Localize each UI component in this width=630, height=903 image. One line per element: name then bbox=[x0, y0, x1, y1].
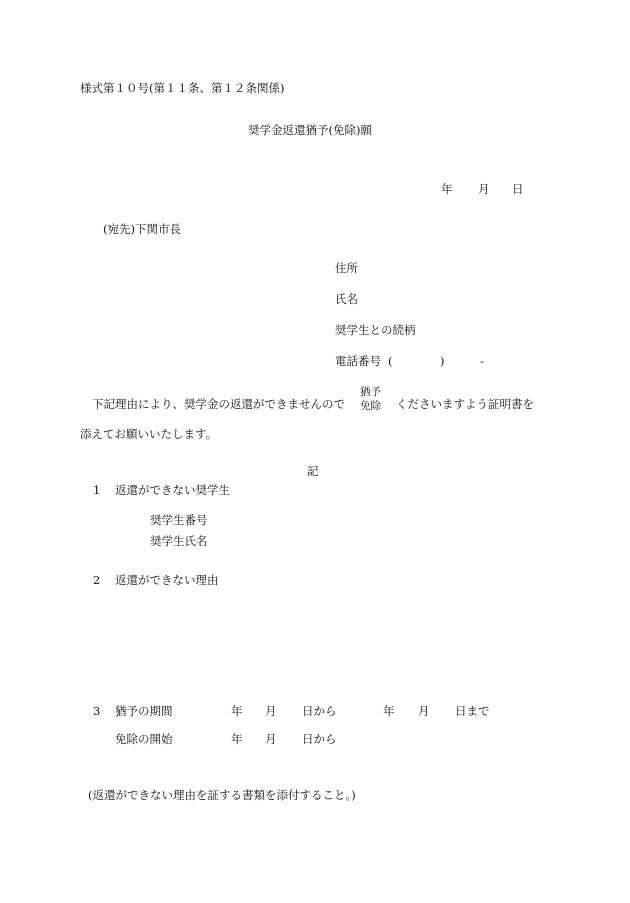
applicant-address-label: 住所 bbox=[335, 261, 358, 275]
date-month: 月 bbox=[478, 182, 490, 196]
deferral-period-label: 猶予の期間 bbox=[115, 704, 173, 718]
item1-number: 1 bbox=[93, 483, 101, 497]
applicant-relation-label: 奨学生との続柄 bbox=[335, 323, 416, 337]
form-number: 様式第１０号(第１１条、第１２条関係) bbox=[80, 81, 285, 95]
exemption-from-month: 月 bbox=[265, 732, 277, 746]
applicant-phone-label: 電話番号 bbox=[335, 354, 381, 368]
addressee: (宛先)下関市長 bbox=[103, 222, 181, 236]
deferral-to-year: 年 bbox=[383, 704, 395, 718]
student-name-label: 奨学生氏名 bbox=[150, 534, 208, 548]
student-number-label: 奨学生番号 bbox=[150, 513, 208, 527]
exemption-start-label: 免除の開始 bbox=[115, 732, 173, 746]
request-text-after: くださいますよう証明書を bbox=[396, 397, 534, 411]
deferral-to-day: 日まで bbox=[455, 704, 490, 718]
deferral-to-month: 月 bbox=[418, 704, 430, 718]
deferral-from-month: 月 bbox=[265, 704, 277, 718]
choice-deferral: 猶予 bbox=[360, 386, 381, 398]
item2-number: 2 bbox=[93, 573, 101, 587]
request-choice bbox=[360, 385, 381, 413]
exemption-from-day: 日から bbox=[302, 732, 337, 746]
deferral-from-year: 年 bbox=[231, 704, 243, 718]
date-year: 年 bbox=[441, 182, 453, 196]
item2-label: 返還ができない理由 bbox=[115, 573, 219, 587]
request-text-line2: 添えてお願いいたします。 bbox=[80, 427, 218, 441]
deferral-from-day: 日から bbox=[302, 704, 337, 718]
page-title: 奨学金返還猶予(免除)願 bbox=[248, 123, 372, 137]
item3-number: 3 bbox=[93, 704, 101, 718]
choice-exemption: 免除 bbox=[360, 400, 381, 413]
exemption-from-year: 年 bbox=[231, 732, 243, 746]
ki-heading: 記 bbox=[307, 464, 319, 478]
attachment-note: (返還ができない理由を証する書類を添付すること。) bbox=[88, 788, 356, 802]
applicant-name-label: 氏名 bbox=[335, 292, 358, 306]
request-text-before: 下記理由により、奨学金の返還ができませんので bbox=[92, 397, 345, 411]
item1-label: 返還ができない奨学生 bbox=[115, 483, 230, 497]
date-day: 日 bbox=[512, 182, 524, 196]
phone-open-paren: ( bbox=[388, 354, 393, 368]
phone-dash: - bbox=[480, 354, 484, 368]
phone-close-paren: ) bbox=[440, 354, 445, 368]
